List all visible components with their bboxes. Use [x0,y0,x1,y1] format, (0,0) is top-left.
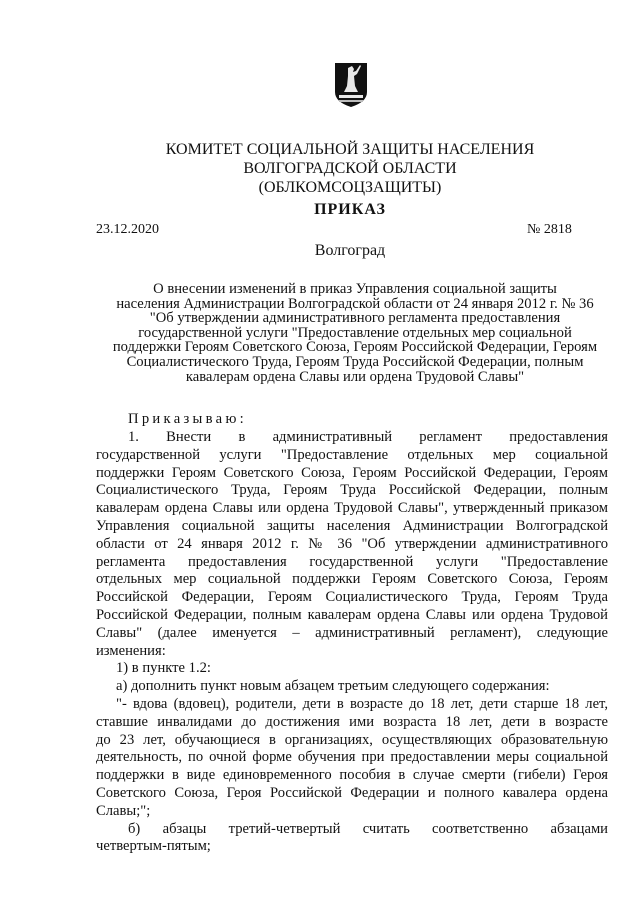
body-line: кавалерам ордена Славы или ордена Трудовой Славы", утвержденный приказом [96,500,608,517]
subpoint-a: а) дополнить пункт новым абзацем третьим следующего содержания: [116,678,550,695]
order-city: Волгоград [314,242,386,259]
body-line: поддержки Героям Советского Союза, Героям Российской Федерации, Героям [96,464,608,481]
body-line: Социалистического Труда, Героям Труда Российской Федерации, полным [96,482,608,499]
quote-line: ставшие инвалидами до достижения ими возраста 18 лет, дети в возрасте [96,713,608,730]
subject-line: Социалистического Труда, Героям Труда Российской Федерации, полным [126,353,584,370]
body-line: отдельных мер социальной поддержки Героям Советского Союза, Героям [96,571,608,588]
org-name-line1: КОМИТЕТ СОЦИАЛЬНОЙ ЗАЩИТЫ НАСЕЛЕНИЯ [165,141,535,158]
body-line: Управления социальной защиты населения Администрации Волгоградской [96,517,608,534]
order-number: № 2818 [527,222,572,237]
body-line: государственной услуги "Предоставление отдельных мер социальной [96,446,608,463]
quote-line: Советского Союза, Героя Российской Федерации и полного кавалера ордена [96,784,608,801]
body-line: Российской Федерации, полным кавалерам ордена Славы или ордена Трудовой [96,606,608,623]
order-subject [100,282,610,384]
order-date: 23.12.2020 [96,222,159,237]
prikazyvayu-label: Приказываю: [128,411,247,427]
quote-line: Славы;"; [96,802,151,819]
point-1-heading: 1) в пункте 1.2: [116,660,211,677]
body-line: регламента предоставления государственной услуги "Предоставление [96,553,608,570]
body-line: 1. Внести в административный регламент предоставления [128,429,608,445]
subject-line: поддержки Героям Советского Союза, Героям Российской Федерации, Героям [112,339,598,356]
volgograd-emblem-icon [333,62,369,108]
quote-line: поддержки в виде единовременного пособия в случае смерти (гибели) Героя [96,767,608,784]
subject-line: "Об утверждении административного регламента предоставления [149,310,561,327]
body-line: Российской Федерации, Героям Социалистического Труда, Героям Труда [96,589,608,606]
subpoint-b-end: четвертым-пятым; [96,838,211,855]
body-line: изменения: [96,642,166,659]
quote-line: деятельность, по очной форме обучения при предоставлении меры социальной [96,749,608,766]
org-name-line3: (ОБЛКОМСОЦЗАЩИТЫ) [258,179,442,196]
item-1-paragraph [96,429,608,856]
org-name-line2: ВОЛГОГРАДСКОЙ ОБЛАСТИ [243,160,457,177]
document-title: ПРИКАЗ [314,201,386,218]
body-line: Славы" (далее именуется – административный регламент), следующие [96,624,608,641]
subject-line: государственной услуги "Предоставление отдельных мер социальной [138,324,572,341]
body-line: области от 24 января 2012 г. № 36 "Об утверждении административного [96,535,608,552]
subpoint-b: б) абзацы третий-четвертый считать соответственно абзацами [128,820,608,837]
quote-line: "- вдова (вдовец), родители, дети в возрасте до 18 лет, дети старше 18 лет, [116,695,608,712]
subject-line: кавалерам ордена Славы или ордена Трудовой Славы" [185,368,525,385]
subject-line: населения Администрации Волгоградской области от 24 января 2012 г. № 36 [116,295,594,312]
quote-line: до 23 лет, обучающиеся в организациях, осуществляющих образовательную [96,731,608,748]
subject-line: О внесении изменений в приказ Управления социальной защиты [153,281,557,297]
